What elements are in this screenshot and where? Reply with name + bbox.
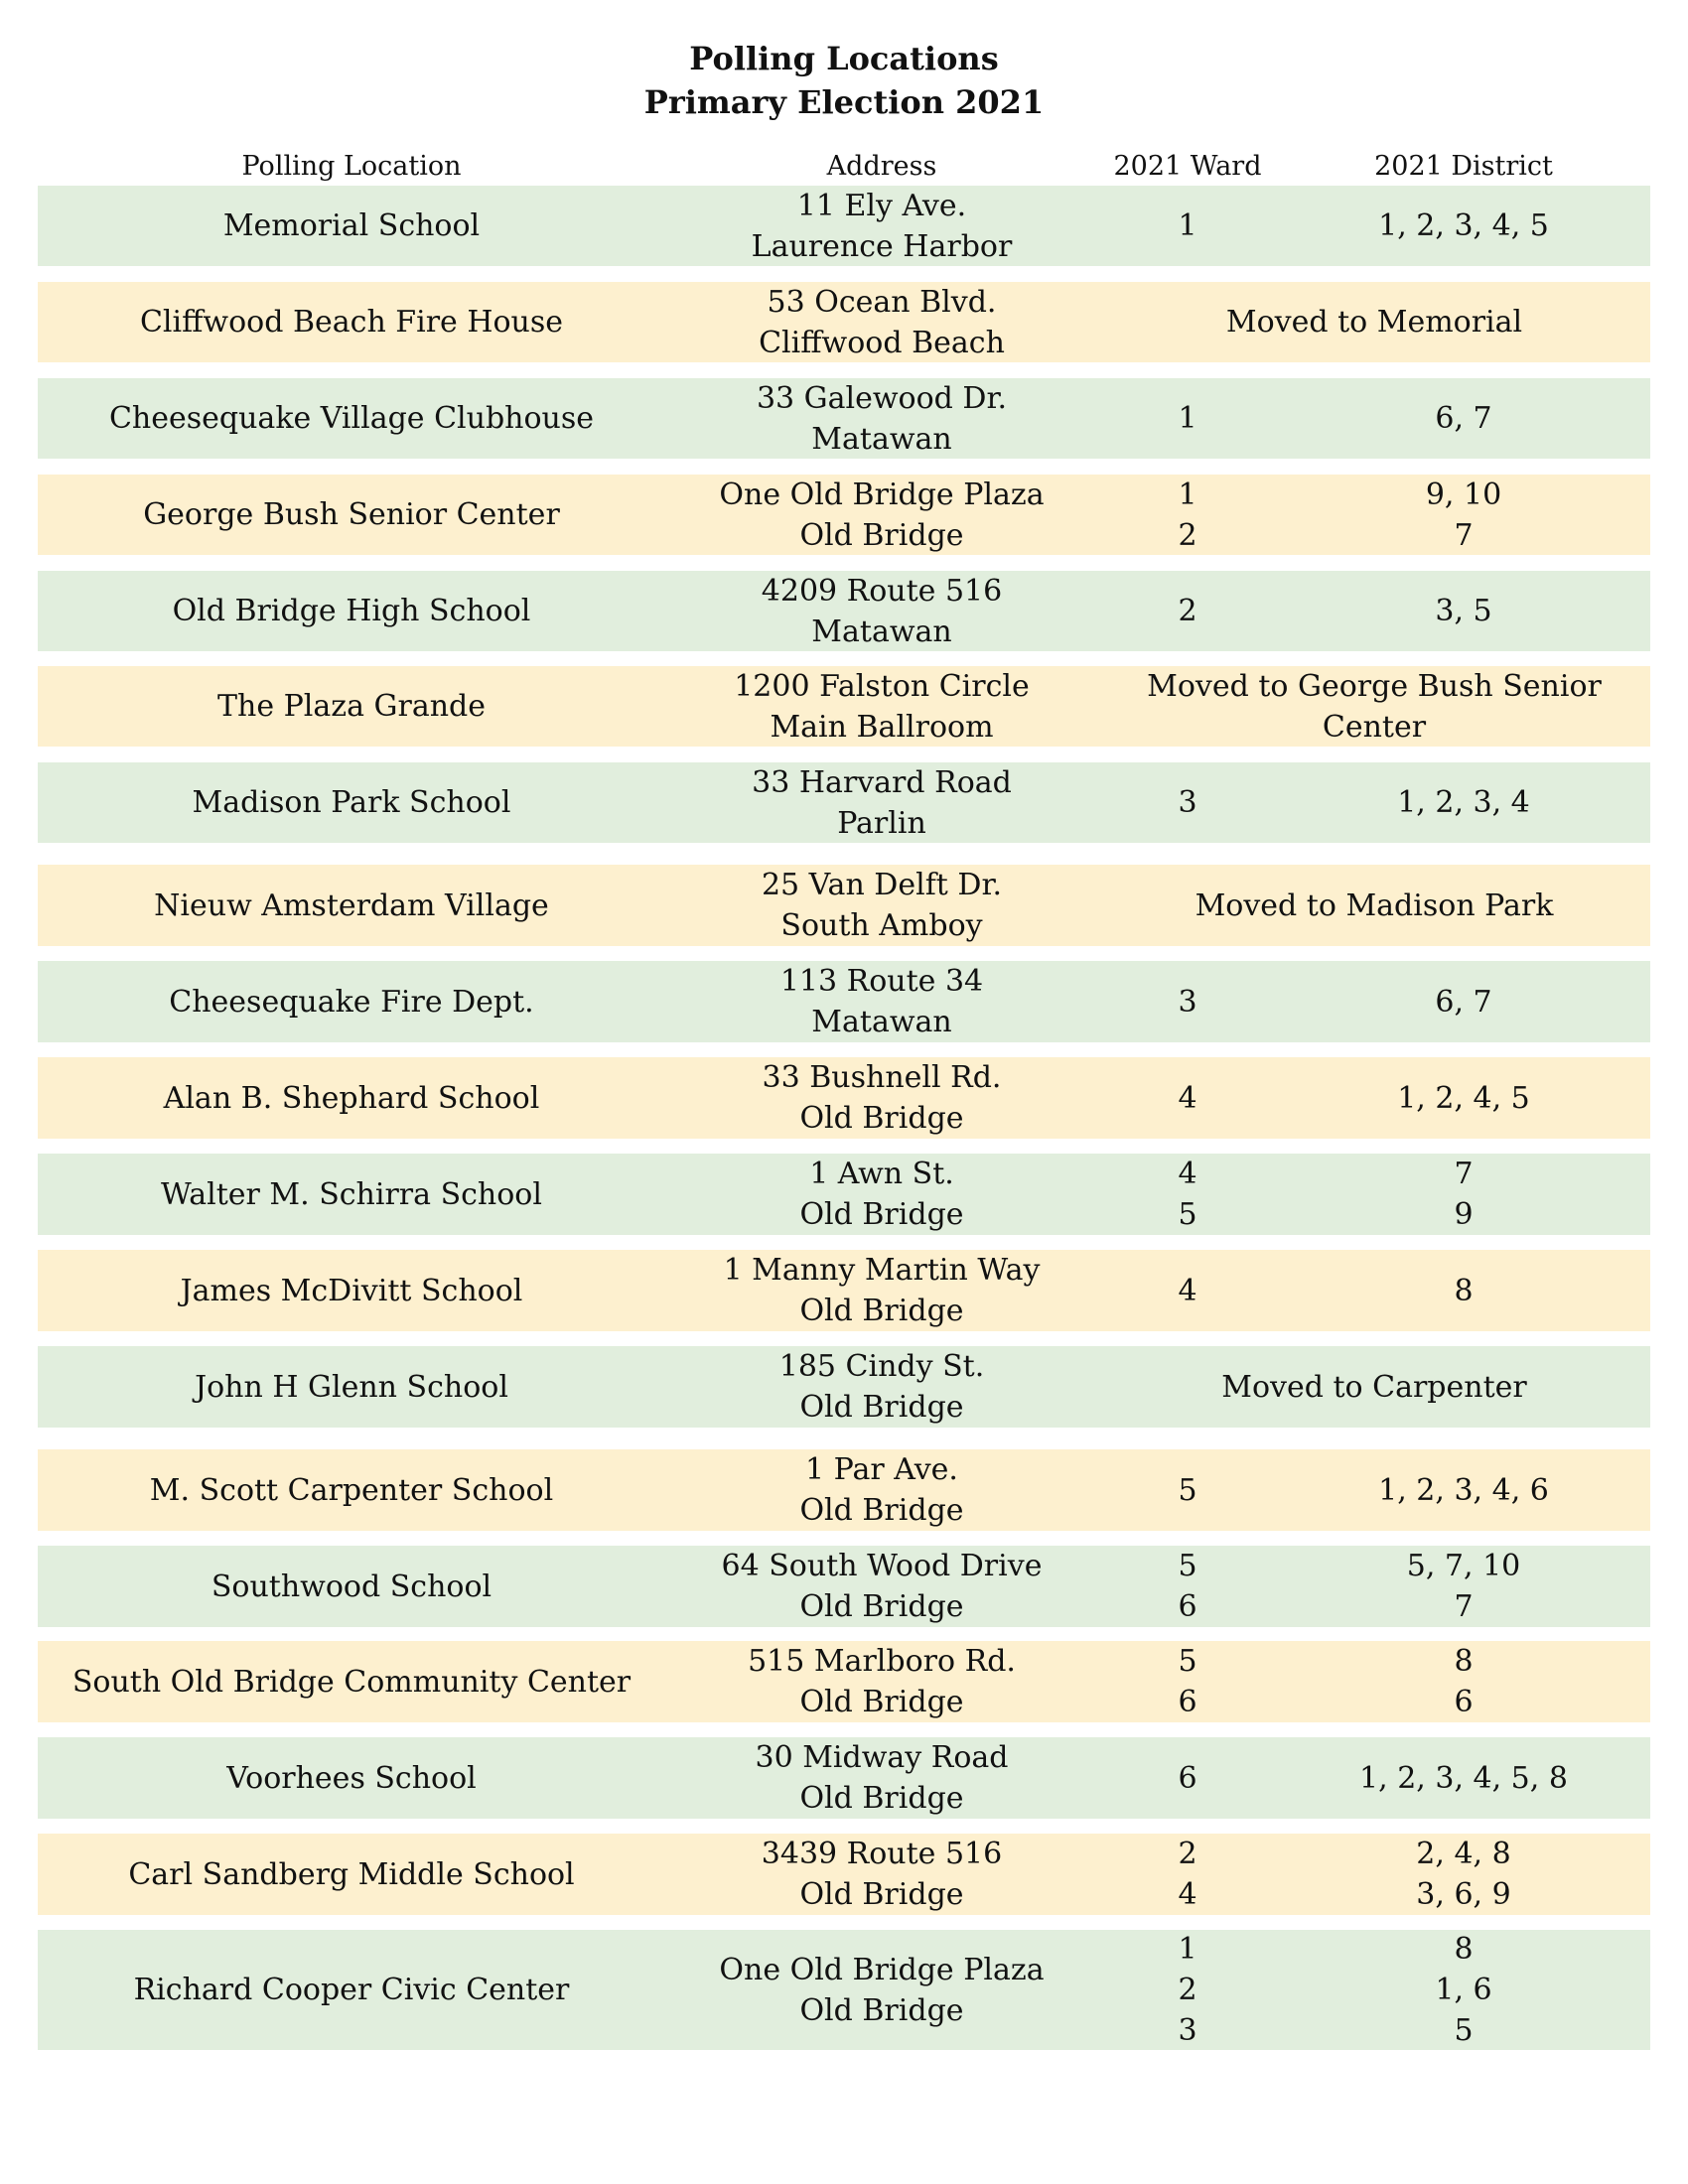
- address-cell: [665, 1834, 1098, 1915]
- ward-value: 2: [1178, 594, 1197, 628]
- address-line: Old Bridge: [799, 517, 964, 553]
- address-line: 53 Ocean Blvd.: [767, 284, 997, 320]
- location-name: George Bush Senior Center: [143, 497, 560, 532]
- district-value: 8: [1454, 1644, 1474, 1679]
- address-line: Matawan: [811, 1005, 952, 1039]
- district-value: 8: [1454, 1273, 1474, 1308]
- address-line: 64 South Wood Drive: [721, 1549, 1043, 1583]
- location-name: Old Bridge High School: [172, 594, 531, 628]
- ward-value: 1: [1178, 1932, 1197, 1967]
- address-line: Old Bridge: [799, 1589, 964, 1624]
- table-row: [38, 378, 1650, 459]
- district-cell: [1277, 1641, 1650, 1722]
- address-line: 3439 Route 516: [761, 1837, 1003, 1871]
- district-cell: [1277, 571, 1650, 651]
- district-value: 9: [1454, 1197, 1474, 1232]
- table-row: [38, 1346, 1650, 1428]
- address-line: Old Bridge: [799, 1390, 964, 1425]
- location-name: Memorial School: [222, 208, 481, 243]
- district-cell: [1277, 1250, 1650, 1331]
- address-line: One Old Bridge Plaza: [719, 477, 1045, 512]
- column-header-district: 2021 District: [1374, 151, 1553, 182]
- location-name: Carl Sandberg Middle School: [128, 1856, 575, 1892]
- ward-value: 5: [1178, 1549, 1197, 1583]
- address-line: 113 Route 34: [779, 964, 984, 999]
- address-line: Old Bridge: [799, 1992, 964, 2028]
- district-value: 6: [1454, 1685, 1474, 1719]
- ward-cell: [1098, 1250, 1277, 1331]
- address-line: Old Bridge: [799, 1685, 964, 1719]
- location-name: Southwood School: [211, 1569, 492, 1604]
- location-name: Voorhees School: [226, 1760, 477, 1796]
- address-line: 33 Galewood Dr.: [756, 380, 1008, 416]
- ward-value: 6: [1178, 1685, 1197, 1719]
- document-subtitle: Primary Election 2021: [643, 83, 1045, 121]
- column-header-address: Address: [826, 151, 937, 182]
- address-cell: [665, 666, 1098, 747]
- moved-note: Moved to Memorial: [1225, 305, 1523, 340]
- table-row: [38, 1930, 1650, 2050]
- ward-cell: [1098, 186, 1277, 266]
- district-value: 5, 7, 10: [1406, 1549, 1521, 1583]
- address-cell: [665, 1930, 1098, 2050]
- address-line: Old Bridge: [799, 1493, 964, 1528]
- ward-cell: [1098, 1930, 1277, 2050]
- table-row: [38, 1737, 1650, 1819]
- ward-cell: [1098, 1546, 1277, 1627]
- column-header-ward: 2021 Ward: [1113, 151, 1262, 182]
- address-cell: [665, 865, 1098, 946]
- address-cell: [665, 1057, 1098, 1139]
- district-value: 6, 7: [1435, 984, 1492, 1020]
- table-row: [38, 475, 1650, 555]
- address-line: Old Bridge: [799, 1197, 964, 1232]
- district-cell: [1277, 1449, 1650, 1531]
- district-value: 8: [1454, 1932, 1474, 1967]
- address-line: One Old Bridge Plaza: [719, 1952, 1045, 1987]
- address-cell: [665, 378, 1098, 459]
- moved-note: Moved to George Bush Senior Center: [1147, 668, 1602, 745]
- location-name: M. Scott Carpenter School: [149, 1472, 554, 1508]
- district-cell: [1277, 1154, 1650, 1235]
- district-value: 7: [1454, 1157, 1474, 1191]
- district-cell: [1277, 1834, 1650, 1915]
- address-cell: [665, 1154, 1098, 1235]
- address-line: 25 Van Delft Dr.: [761, 868, 1003, 902]
- ward-cell: [1098, 1737, 1277, 1819]
- ward-value: 1: [1178, 477, 1197, 512]
- district-value: 2, 4, 8: [1416, 1837, 1511, 1871]
- location-name: Richard Cooper Civic Center: [133, 1973, 570, 2007]
- district-cell: [1277, 186, 1650, 266]
- address-line: 33 Bushnell Rd.: [762, 1060, 1002, 1095]
- address-line: Laurence Harbor: [751, 228, 1013, 264]
- district-value: 1, 6: [1435, 1973, 1492, 2007]
- ward-value: 3: [1178, 2013, 1197, 2048]
- address-line: Matawan: [811, 421, 952, 457]
- address-cell: [665, 1346, 1098, 1428]
- address-line: 33 Harvard Road: [752, 764, 1012, 800]
- address-line: South Amboy: [780, 908, 983, 943]
- table-row: [38, 1057, 1650, 1139]
- district-cell: [1277, 1930, 1650, 2050]
- district-value: 1, 2, 3, 4: [1397, 785, 1530, 820]
- district-cell: [1277, 762, 1650, 843]
- location-name: Walter M. Schirra School: [161, 1176, 542, 1212]
- district-cell: [1277, 475, 1650, 555]
- location-name: South Old Bridge Community Center: [71, 1664, 632, 1700]
- ward-cell: [1098, 475, 1277, 555]
- address-line: Old Bridge: [799, 1877, 964, 1912]
- address-line: 1 Awn St.: [809, 1157, 954, 1191]
- address-line: Old Bridge: [799, 1294, 964, 1328]
- table-row: [38, 762, 1650, 843]
- ward-value: 3: [1178, 984, 1197, 1020]
- address-line: Cliffwood Beach: [759, 325, 1005, 360]
- address-line: Old Bridge: [799, 1101, 964, 1136]
- address-line: 515 Marlboro Rd.: [748, 1644, 1016, 1679]
- table-row: [38, 282, 1650, 362]
- location-name: Nieuw Amsterdam Village: [154, 887, 549, 923]
- ward-value: 6: [1178, 1589, 1197, 1624]
- ward-value: 1: [1178, 401, 1197, 436]
- ward-value: 2: [1178, 1973, 1197, 2007]
- table-row: [38, 1834, 1650, 1915]
- address-line: 185 Cindy St.: [778, 1349, 985, 1384]
- address-line: 11 Ely Ave.: [796, 188, 967, 223]
- table-row: [38, 865, 1650, 946]
- ward-value: 4: [1178, 1157, 1197, 1191]
- address-cell: [665, 1546, 1098, 1627]
- district-value: 1, 2, 3, 4, 5, 8: [1359, 1760, 1568, 1796]
- ward-value: 5: [1178, 1644, 1197, 1679]
- table-row: [38, 1546, 1650, 1627]
- address-cell: [665, 1250, 1098, 1331]
- ward-value: 4: [1178, 1273, 1197, 1308]
- district-cell: [1277, 961, 1650, 1042]
- location-name: Alan B. Shephard School: [163, 1080, 540, 1116]
- district-value: 3, 5: [1435, 594, 1492, 628]
- location-name: Cheesequake Fire Dept.: [169, 984, 534, 1020]
- address-line: Main Ballroom: [770, 709, 994, 745]
- moved-note: Moved to Carpenter: [1221, 1369, 1527, 1405]
- address-cell: [665, 1449, 1098, 1531]
- ward-cell: [1098, 571, 1277, 651]
- address-cell: [665, 762, 1098, 843]
- address-cell: [665, 1641, 1098, 1722]
- address-cell: [665, 475, 1098, 555]
- document-title: Polling Locations: [689, 40, 999, 77]
- district-value: 1, 2, 4, 5: [1397, 1080, 1530, 1116]
- district-cell: [1277, 1546, 1650, 1627]
- table-row: [38, 666, 1650, 747]
- ward-cell: [1098, 1057, 1277, 1139]
- table-row: [38, 1154, 1650, 1235]
- moved-note: Moved to Madison Park: [1195, 887, 1554, 923]
- ward-cell: [1098, 1834, 1277, 1915]
- address-cell: [665, 1737, 1098, 1819]
- ward-value: 5: [1178, 1197, 1197, 1232]
- table-row: [38, 571, 1650, 651]
- ward-value: 3: [1178, 785, 1197, 820]
- ward-value: 4: [1178, 1877, 1197, 1912]
- address-line: 4209 Route 516: [761, 573, 1003, 609]
- address-line: 1 Manny Martin Way: [723, 1253, 1041, 1288]
- table-row: [38, 1641, 1650, 1722]
- ward-cell: [1098, 762, 1277, 843]
- location-name: Madison Park School: [192, 785, 511, 820]
- ward-cell: [1098, 1641, 1277, 1722]
- ward-value: 1: [1178, 208, 1197, 243]
- district-value: 9, 10: [1425, 477, 1502, 512]
- district-value: 6, 7: [1435, 401, 1492, 436]
- district-value: 1, 2, 3, 4, 6: [1378, 1472, 1549, 1508]
- ward-cell: [1098, 378, 1277, 459]
- address-cell: [665, 571, 1098, 651]
- address-cell: [665, 282, 1098, 362]
- district-value: 5: [1454, 2013, 1474, 2048]
- address-cell: [665, 186, 1098, 266]
- table-row: [38, 1250, 1650, 1331]
- ward-value: 6: [1178, 1760, 1197, 1796]
- ward-cell: [1098, 1154, 1277, 1235]
- table-row: [38, 186, 1650, 266]
- address-line: 1200 Falston Circle: [734, 668, 1030, 704]
- district-cell: [1277, 1057, 1650, 1139]
- table-row: [38, 961, 1650, 1042]
- ward-cell: [1098, 961, 1277, 1042]
- district-value: 7: [1454, 517, 1474, 553]
- district-cell: [1277, 378, 1650, 459]
- ward-value: 2: [1178, 517, 1197, 553]
- address-line: Old Bridge: [799, 1781, 964, 1816]
- district-value: 7: [1454, 1589, 1474, 1624]
- location-name: Cliffwood Beach Fire House: [139, 305, 564, 340]
- address-line: Parlin: [837, 805, 926, 841]
- address-line: 1 Par Ave.: [805, 1452, 958, 1487]
- location-name: James McDivitt School: [180, 1273, 523, 1308]
- ward-cell: [1098, 1449, 1277, 1531]
- column-header-location: Polling Location: [241, 151, 462, 182]
- location-name: Cheesequake Village Clubhouse: [108, 401, 595, 436]
- location-name: The Plaza Grande: [217, 689, 486, 724]
- ward-value: 4: [1178, 1080, 1197, 1116]
- district-value: 1, 2, 3, 4, 5: [1378, 208, 1549, 243]
- table-row: [38, 1449, 1650, 1531]
- ward-value: 2: [1178, 1837, 1197, 1871]
- address-line: Matawan: [811, 614, 952, 649]
- ward-value: 5: [1178, 1472, 1197, 1508]
- address-line: 30 Midway Road: [755, 1740, 1009, 1775]
- district-cell: [1277, 1737, 1650, 1819]
- address-cell: [665, 961, 1098, 1042]
- district-value: 3, 6, 9: [1416, 1877, 1511, 1912]
- location-name: John H Glenn School: [195, 1369, 508, 1405]
